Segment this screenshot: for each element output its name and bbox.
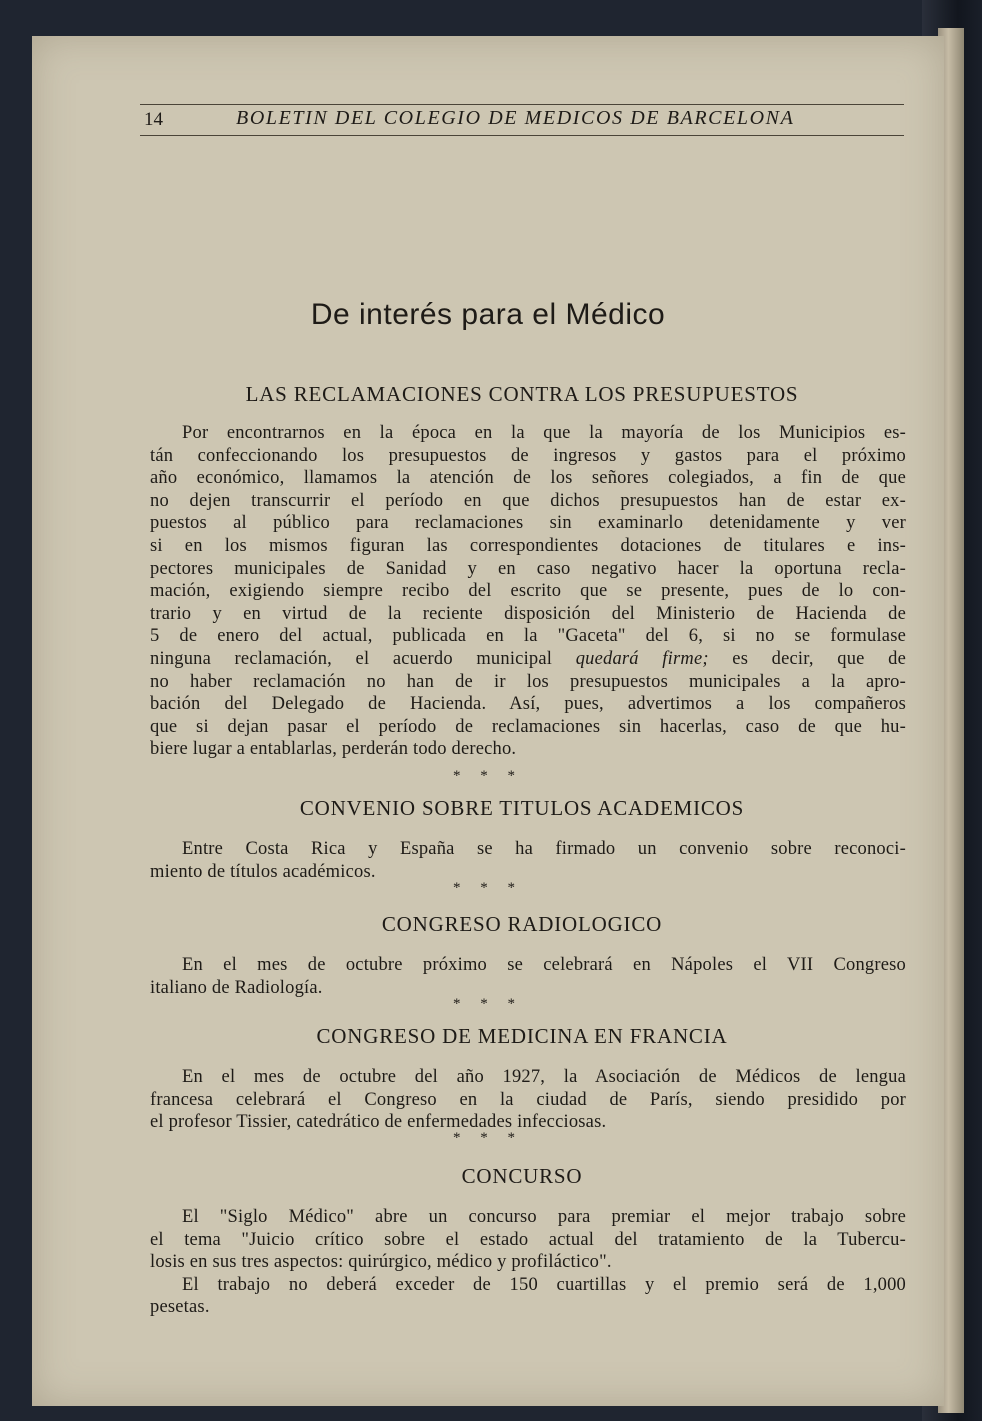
asterism-separator: * * *: [453, 996, 523, 1012]
text-line: 5 de enero del actual, publicada en la "Gaceta" del 6, si no se formulase: [150, 626, 906, 647]
running-header: [140, 104, 904, 136]
document-page: [32, 36, 944, 1406]
asterism-separator: * * *: [453, 1130, 523, 1146]
article-heading-reclamaciones: LAS RECLAMACIONES CONTRA LOS PRESUPUESTOS: [245, 382, 799, 406]
article-heading-convenio: CONVENIO SOBRE TITULOS ACADEMICOS: [299, 796, 745, 820]
text-line: el profesor Tissier, catedrático de enfermedades infecciosas.: [150, 1112, 607, 1133]
text-line: no haber reclamación no han de ir los presupuestos municipales a la apro-: [150, 671, 906, 692]
text-line: el tema "Juicio crítico sobre el estado actual del tratamiento de la Tubercu-: [150, 1229, 906, 1250]
text-line: tán confeccionando los presupuestos de ingresos y gastos para el próximo: [150, 445, 906, 466]
article-body-reclamaciones: [150, 422, 906, 761]
text-line: miento de títulos académicos.: [150, 861, 376, 882]
text-line: En el mes de octubre próximo se celebrará en Nápoles el VII Congreso: [182, 955, 906, 975]
text-line: trario y en virtud de la reciente disposición del Ministerio de Hacienda de: [150, 603, 906, 624]
article-heading-radiologico: CONGRESO RADIOLOGICO: [381, 912, 663, 936]
asterism-separator: * * *: [453, 880, 523, 896]
text-line: francesa celebrará el Congreso en la ciudad de París, siendo presidido por: [150, 1089, 906, 1110]
article-heading-francia: CONGRESO DE MEDICINA EN FRANCIA: [316, 1024, 728, 1048]
text-line: italiano de Radiología.: [150, 977, 323, 998]
text-line: El "Siglo Médico" abre un concurso para premiar el mejor trabajo sobre: [182, 1207, 906, 1227]
text-line: pectores municipales de Sanidad y en caso negativo hacer la oportuna recla-: [150, 558, 906, 579]
text-line: puestos al público para reclamaciones sin examinarlo detenidamente y ver: [150, 513, 906, 534]
article-body-radiologico: [150, 954, 906, 999]
text-line: ninguna reclamación, el acuerdo municipal quedará firme; es decir, que de: [150, 648, 906, 669]
text-line: losis en sus tres aspectos: quirúrgico, médico y profiláctico".: [150, 1252, 612, 1273]
italic-phrase: quedará firme;: [575, 648, 709, 669]
text-line: Entre Costa Rica y España se ha firmado un convenio sobre reconoci-: [182, 839, 906, 859]
journal-title: BOLETIN DEL COLEGIO DE MEDICOS DE BARCELONA: [236, 107, 795, 129]
article-body-francia: [150, 1066, 906, 1134]
text-line: Por encontrarnos en la época en la que la mayoría de los Municipios es-: [182, 423, 906, 443]
text-line: si en los mismos figuran las correspondientes dotaciones de titulares e ins-: [150, 535, 906, 556]
article-body-convenio: [150, 838, 906, 883]
text-line: mación, exigiendo siempre recibo del escrito que se presente, pues de lo con-: [150, 581, 906, 602]
article-body-concurso: [150, 1206, 906, 1319]
text-line: biere lugar a entablarlas, perderán todo derecho.: [150, 739, 517, 760]
text-line: En el mes de octubre del año 1927, la Asociación de Médicos de lengua: [182, 1067, 906, 1087]
article-heading-concurso: CONCURSO: [461, 1164, 583, 1188]
text-line: pesetas.: [150, 1297, 210, 1318]
text-line: que si dejan pasar el período de reclamaciones sin hacerlas, caso de que hu-: [150, 716, 906, 737]
page-number: 14: [144, 109, 163, 130]
asterism-separator: * * *: [453, 768, 523, 784]
text-line: no dejen transcurrir el período en que dichos presupuestos han de estar ex-: [150, 490, 906, 511]
section-title: De interés para el Médico: [310, 298, 666, 331]
text-line: año económico, llamamos la atención de los señores colegiados, a fin de que: [150, 468, 906, 489]
text-line: El trabajo no deberá exceder de 150 cuartillas y el premio será de 1,000: [182, 1274, 906, 1295]
text-line: bación del Delegado de Hacienda. Así, pues, advertimos a los compañeros: [150, 694, 906, 715]
